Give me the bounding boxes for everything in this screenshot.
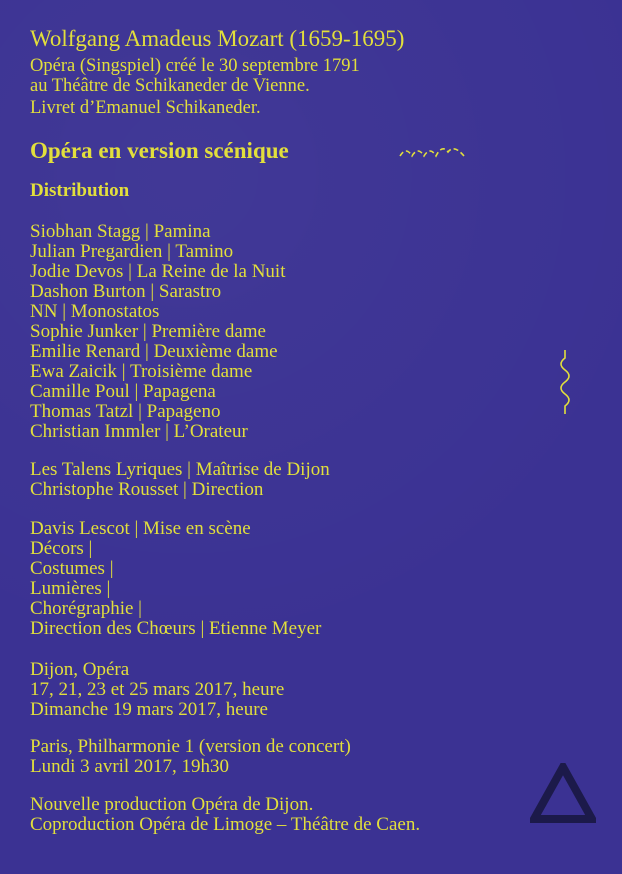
list-item: Dashon Burton | Sarastro xyxy=(30,281,222,302)
crew-list xyxy=(30,519,321,639)
triangle-logo-icon xyxy=(530,763,596,825)
dijon-dates xyxy=(30,660,284,720)
venue-line: au Théâtre de Schikaneder de Vienne. xyxy=(30,76,310,96)
list-item: Jodie Devos | La Reine de la Nuit xyxy=(30,261,286,282)
list-item: Coproduction Opéra de Limoge – Théâtre de Caen. xyxy=(30,814,421,835)
premiere-line: Opéra (Singspiel) créé le 30 septembre 1791 xyxy=(30,56,360,76)
version-heading: Opéra en version scénique xyxy=(30,138,289,163)
list-item: Direction des Chœurs | Etienne Meyer xyxy=(30,618,322,639)
ensemble-list xyxy=(30,460,330,500)
list-item: Les Talens Lyriques | Maîtrise de Dijon xyxy=(30,459,330,480)
list-item: Christophe Rousset | Direction xyxy=(30,479,264,500)
production-credits xyxy=(30,795,420,835)
list-item: Chorégraphie | xyxy=(30,598,142,619)
list-item: Christian Immler | L’Orateur xyxy=(30,421,248,442)
list-item: Davis Lescot | Mise en scène xyxy=(30,518,251,539)
list-item: Décors | xyxy=(30,538,93,559)
list-item: Dijon, Opéra xyxy=(30,659,130,680)
list-item: Dimanche 19 mars 2017, heure xyxy=(30,699,268,720)
wave-ornament-icon xyxy=(398,142,468,160)
distribution-heading: Distribution xyxy=(30,180,130,201)
libretto-line: Livret d’Emanuel Schikaneder. xyxy=(30,98,261,118)
list-item: Lumières | xyxy=(30,578,111,599)
list-item: Costumes | xyxy=(30,558,114,579)
list-item: Camille Poul | Papagena xyxy=(30,381,216,402)
cast-list xyxy=(30,222,286,442)
list-item: Paris, Philharmonie 1 (version de concert) xyxy=(30,736,351,757)
list-item: Ewa Zaicik | Troisième dame xyxy=(30,361,253,382)
side-wave-ornament-icon xyxy=(554,348,576,416)
list-item: Emilie Renard | Deuxième dame xyxy=(30,341,278,362)
list-item: Thomas Tatzl | Papageno xyxy=(30,401,221,422)
list-item: Siobhan Stagg | Pamina xyxy=(30,221,211,242)
paris-dates xyxy=(30,737,351,777)
list-item: Lundi 3 avril 2017, 19h30 xyxy=(30,756,229,777)
list-item: NN | Monostatos xyxy=(30,301,160,322)
list-item: Julian Pregardien | Tamino xyxy=(30,241,234,262)
composer-title: Wolfgang Amadeus Mozart (1659-1695) xyxy=(30,26,405,51)
list-item: Sophie Junker | Première dame xyxy=(30,321,266,342)
list-item: 17, 21, 23 et 25 mars 2017, heure xyxy=(30,679,285,700)
list-item: Nouvelle production Opéra de Dijon. xyxy=(30,794,314,815)
